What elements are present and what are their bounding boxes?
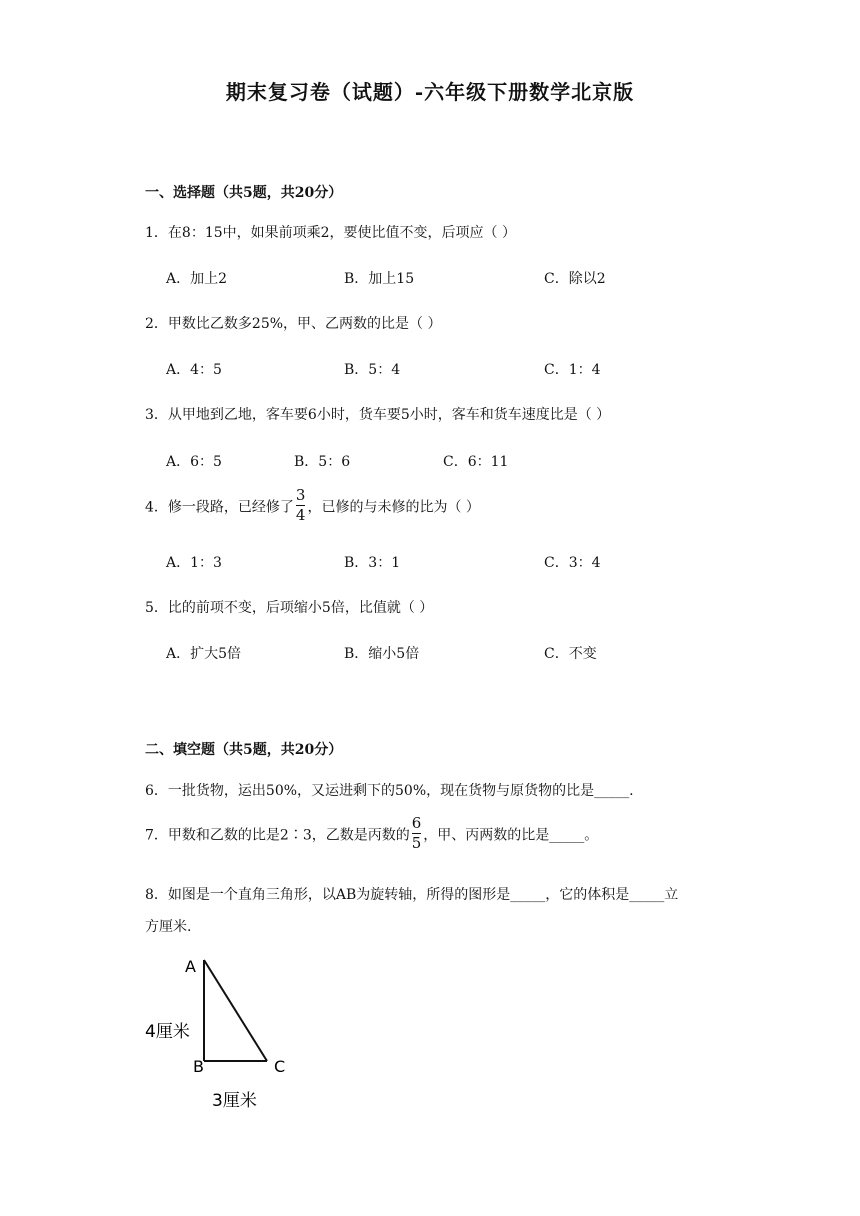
q4-fraction-numerator: 3 [295, 486, 306, 504]
question-3: 3．从甲地到乙地，客车要6小时，货车要5小时，客车和货车速度比是（ ） [145, 407, 611, 423]
question-1: 1．在8：15中，如果前项乘2，要使比值不变，后项应（ ） [145, 225, 516, 241]
q4-option-a: A．1：3 [166, 555, 222, 571]
q4-text-before: 4．修一段路，已经修了 [145, 499, 294, 516]
q7-fraction-numerator: 6 [411, 814, 422, 832]
question-6: 6．一批货物，运出50%，又运进剩下的50%，现在货物与原货物的比是_____. [145, 783, 634, 799]
q4-text-after: ，已修的与未修的比为（ ） [307, 499, 480, 516]
question-2: 2．甲数比乙数多25%，甲、乙两数的比是（ ） [145, 316, 442, 332]
q7-fraction-denominator: 5 [411, 834, 422, 852]
q4-fraction-denominator: 4 [295, 506, 306, 524]
q3-option-c: C．6：11 [443, 454, 509, 470]
q5-option-a: A．扩大5倍 [166, 646, 242, 662]
q2-option-c: C．1：4 [544, 362, 601, 378]
question-7 [145, 814, 599, 853]
q2-option-a: A．4：5 [166, 362, 222, 378]
side-bc-length-label: 3厘米 [212, 1091, 257, 1111]
q2-option-b: B．5：4 [344, 362, 401, 378]
q4-option-c: C．3：4 [544, 555, 601, 571]
q1-option-c: C．除以2 [544, 271, 606, 287]
q1-option-b: B．加上15 [344, 271, 415, 287]
vertex-b-label: B [193, 1057, 204, 1076]
q3-option-a: A．6：5 [166, 454, 222, 470]
question-8-line2: 方厘米. [145, 919, 192, 935]
q4-fraction [296, 488, 306, 523]
q5-option-c: C．不变 [544, 646, 597, 662]
vertex-c-label: C [274, 1057, 286, 1076]
vertex-a-label: A [185, 957, 196, 976]
q4-option-b: B．3：1 [344, 555, 401, 571]
right-triangle-figure [140, 948, 310, 1118]
question-4 [145, 486, 480, 525]
q5-option-b: B．缩小5倍 [344, 646, 420, 662]
q1-option-a: A．加上2 [166, 271, 228, 287]
side-ac [204, 960, 267, 1061]
q7-fraction [412, 816, 422, 851]
side-ab-length-label: 4厘米 [145, 1022, 190, 1042]
q7-text-after: ，甲、丙两数的比是_____。 [423, 827, 599, 844]
page-title: 期末复习卷（试题）-六年级下册数学北京版 [225, 80, 635, 104]
question-5: 5．比的前项不变，后项缩小5倍，比值就（ ） [145, 600, 434, 616]
section-heading-fill: 二、填空题（共5题，共20分） [145, 742, 343, 758]
q3-option-b: B．5：6 [294, 454, 351, 470]
q7-text-before: 7．甲数和乙数的比是2∶3，乙数是丙数的 [145, 827, 410, 844]
section-heading-choice: 一、选择题（共5题，共20分） [145, 185, 343, 201]
question-8-line1: 8．如图是一个直角三角形，以AB为旋转轴，所得的图形是_____，它的体积是_____立 [145, 887, 679, 903]
